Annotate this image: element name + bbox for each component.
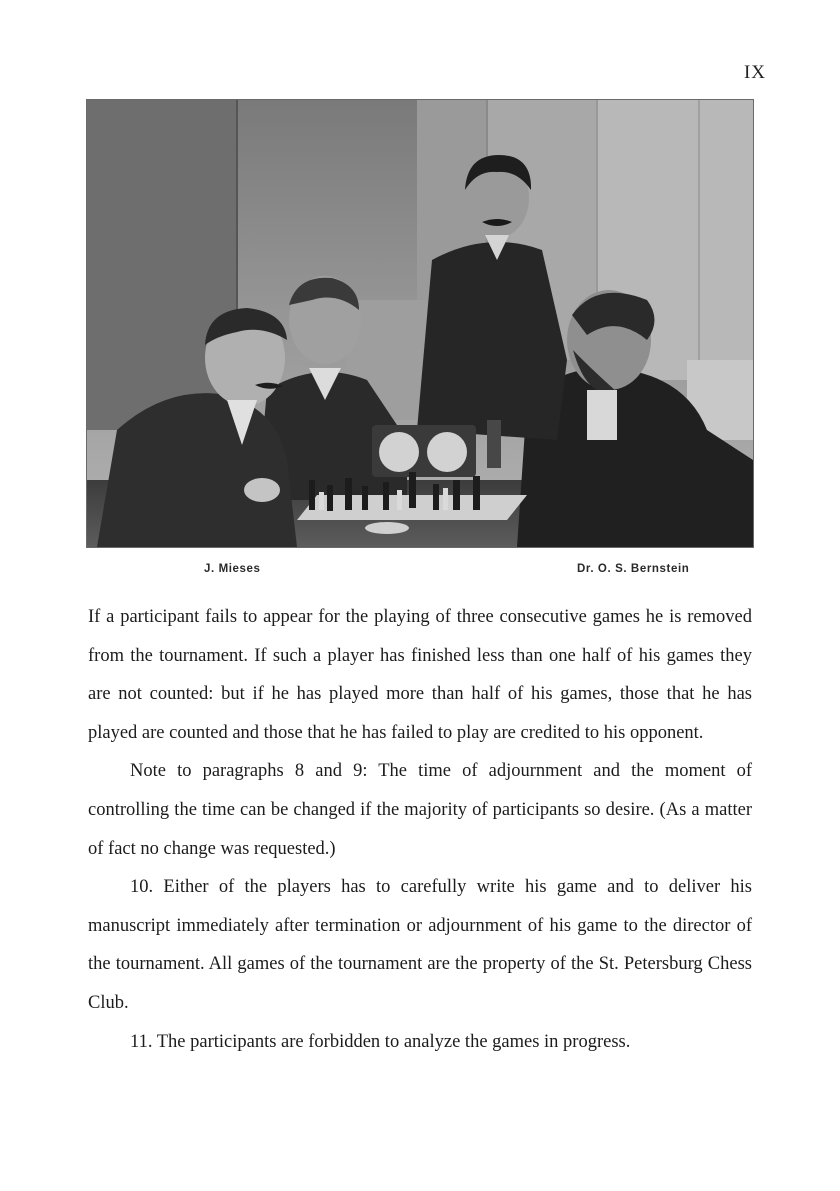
paragraph: If a participant fails to appear for the playing of three consecutive games he is removed from the tournament. If such a player has finished less than one half of his games they are not counted: but if he has played more than half of his games, those that he has played are counted and those that he has failed to play are credited to his opponent. <box>88 607 752 743</box>
paragraph: Note to paragraphs 8 and 9: The time of adjournment and the moment of controlling the time can be changed if the majority of participants so desire. (As a matter of fact no change was requested.) <box>88 761 752 859</box>
photo-caption-right: Dr. O. S. Bernstein <box>577 563 690 575</box>
paragraph: 10. Either of the players has to carefully write his game and to deliver his manuscript immediately after termination or adjournment of his game to the director of the tournament. All games of the tournament are the property of the St. Petersburg Chess Club. <box>88 877 752 1013</box>
chess-players-photograph <box>86 99 754 548</box>
photo-caption-left: J. Mieses <box>204 563 261 575</box>
body-text <box>88 598 752 1061</box>
paragraph: 11. The participants are forbidden to analyze the games in progress. <box>130 1031 631 1052</box>
page-number: IX <box>743 62 766 83</box>
